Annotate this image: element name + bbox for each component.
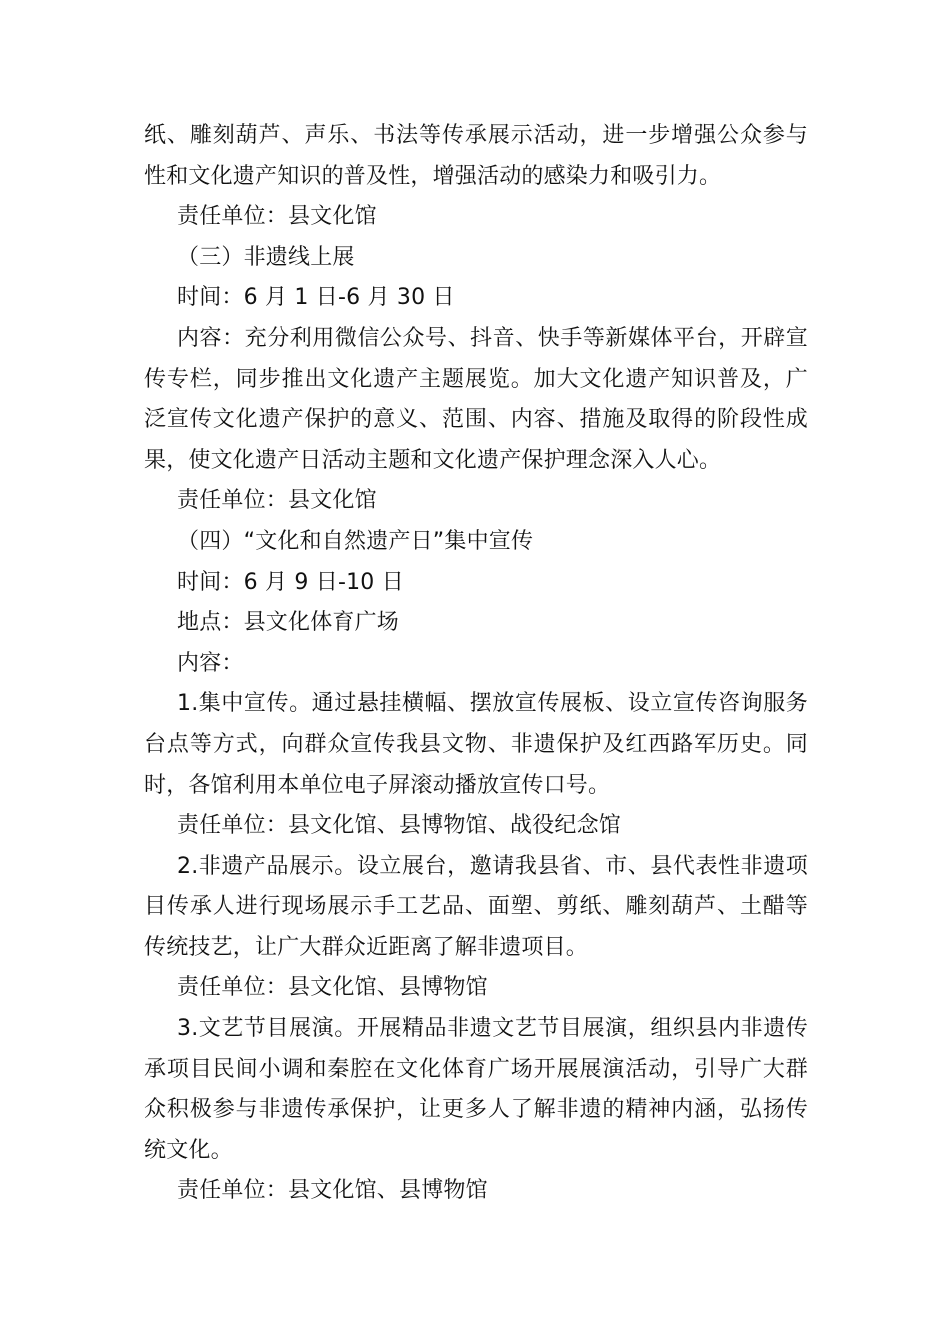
- responsible-unit: 责任单位：县文化馆、县博物馆、战役纪念馆: [177, 813, 622, 839]
- responsible-unit: 责任单位：县文化馆、县博物馆: [177, 1178, 488, 1204]
- time-line: 时间：6 月 9 日-10 日: [177, 569, 404, 595]
- document-body: [144, 116, 808, 1212]
- responsible-unit: 责任单位：县文化馆、县博物馆: [177, 975, 488, 1001]
- responsible-unit: 责任单位：县文化馆: [177, 488, 377, 514]
- paragraph: 3.文艺节目展演。开展精品非遗文艺节目展演，组织县内非遗传承项目民间小调和秦腔在文化体育广场开展展演活动，引导广大群众积极参与非遗传承保护，让更多人了解非遗的精神内涵，弘扬传统文化。: [144, 1016, 808, 1163]
- section-heading: （四）“文化和自然遗产日”集中宣传: [177, 528, 534, 554]
- section-heading: （三）非遗线上展: [177, 244, 355, 270]
- location-line: 地点：县文化体育广场: [177, 610, 400, 636]
- paragraph: 纸、雕刻葫芦、声乐、书法等传承展示活动，进一步增强公众参与性和文化遗产知识的普及性，增强活动的感染力和吸引力。: [144, 123, 808, 189]
- time-line: 时间：6 月 1 日-6 月 30 日: [177, 285, 455, 311]
- paragraph: 2.非遗产品展示。设立展台，邀请我县省、市、县代表性非遗项目传承人进行现场展示手工艺品、面塑、剪纸、雕刻葫芦、土醋等传统技艺，让广大群众近距离了解非遗项目。: [144, 853, 808, 960]
- paragraph: 1.集中宣传。通过悬挂横幅、摆放宣传展板、设立宣传咨询服务台点等方式，向群众宣传我县文物、非遗保护及红西路军历史。同时，各馆利用本单位电子屏滚动播放宣传口号。: [144, 691, 808, 798]
- paragraph: 内容：充分利用微信公众号、抖音、快手等新媒体平台，开辟宣传专栏，同步推出文化遗产主题展览。加大文化遗产知识普及，广泛宣传文化遗产保护的意义、范围、内容、措施及取得的阶段性成果，使文化遗产日活动主题和文化遗产保护理念深入人心。: [144, 325, 808, 473]
- responsible-unit: 责任单位：县文化馆: [177, 204, 377, 230]
- content-label: 内容：: [177, 650, 244, 676]
